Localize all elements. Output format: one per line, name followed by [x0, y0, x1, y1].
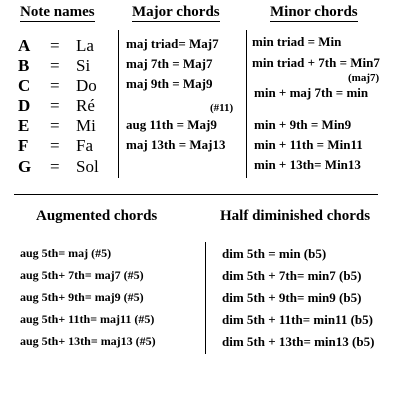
augmented-chord-row: aug 5th+ 7th= maj7 (#5) — [20, 268, 144, 282]
augmented-chord-row: aug 5th+ 11th= maj11 (#5) — [20, 312, 155, 326]
header-major-chords: Major chords — [132, 4, 220, 20]
note-solfege: Sol — [76, 157, 99, 176]
augmented-chord-row: aug 5th= maj (#5) — [20, 246, 112, 260]
half-diminished-chord-row: dim 5th + 11th= min11 (b5) — [222, 312, 373, 327]
note-eq: = — [50, 157, 60, 176]
note-letter: C — [18, 76, 31, 95]
major-chord-row: aug 11th = Maj9 — [126, 117, 217, 132]
note-solfege: Fa — [76, 136, 93, 155]
note-solfege: Do — [76, 76, 97, 95]
header-half-diminished-chords: Half diminished chords — [220, 208, 371, 224]
header-minor-chords: Minor chords — [270, 4, 358, 20]
major-chord-row: maj 7th = Maj7 — [126, 56, 213, 71]
major-chord-row: maj 13th = Maj13 — [126, 137, 226, 152]
note-letter: G — [18, 157, 32, 176]
note-letter: D — [18, 96, 31, 115]
minor-chord-row: min + maj 7th = min — [254, 85, 369, 100]
note-eq: = — [50, 76, 60, 95]
augmented-chord-row: aug 5th+ 9th= maj9 (#5) — [20, 290, 144, 304]
note-eq: = — [50, 116, 60, 135]
note-solfege: Mi — [76, 116, 96, 135]
divider-top-right — [246, 30, 247, 178]
note-solfege: Ré — [76, 96, 95, 115]
half-diminished-chord-row: dim 5th + 13th= min13 (b5) — [222, 334, 375, 349]
header-note-names: Note names — [20, 4, 95, 20]
major-note-sharp11: (#11) — [210, 102, 234, 114]
note-solfege: La — [76, 36, 94, 55]
augmented-chord-row: aug 5th+ 13th= maj13 (#5) — [20, 334, 156, 348]
header-augmented-chords: Augmented chords — [36, 208, 158, 224]
half-diminished-chord-row: dim 5th = min (b5) — [222, 246, 327, 261]
minor-chord-row: min + 11th = Min11 — [254, 137, 363, 152]
note-letter: F — [18, 136, 29, 155]
note-eq: = — [50, 36, 60, 55]
minor-note-maj7: (maj7) — [348, 72, 380, 84]
note-letter: A — [18, 36, 31, 55]
minor-chord-row: min triad + 7th = Min7 — [252, 55, 380, 70]
note-eq: = — [50, 56, 60, 75]
divider-bottom — [205, 242, 206, 354]
note-eq: = — [50, 96, 60, 115]
half-diminished-chord-row: dim 5th + 7th= min7 (b5) — [222, 268, 362, 283]
note-eq: = — [50, 136, 60, 155]
half-diminished-chord-row: dim 5th + 9th= min9 (b5) — [222, 290, 362, 305]
section-divider — [14, 194, 378, 195]
minor-chord-row: min + 13th= Min13 — [254, 157, 361, 172]
note-letter: E — [18, 116, 30, 135]
major-chord-row: maj triad= Maj7 — [126, 36, 219, 51]
major-chord-row: maj 9th = Maj9 — [126, 76, 213, 91]
note-letter: B — [18, 56, 30, 75]
note-solfege: Si — [76, 56, 91, 75]
divider-top-left — [118, 30, 119, 178]
minor-chord-row: min + 9th = Min9 — [254, 117, 352, 132]
minor-chord-row: min triad = Min — [252, 34, 342, 49]
